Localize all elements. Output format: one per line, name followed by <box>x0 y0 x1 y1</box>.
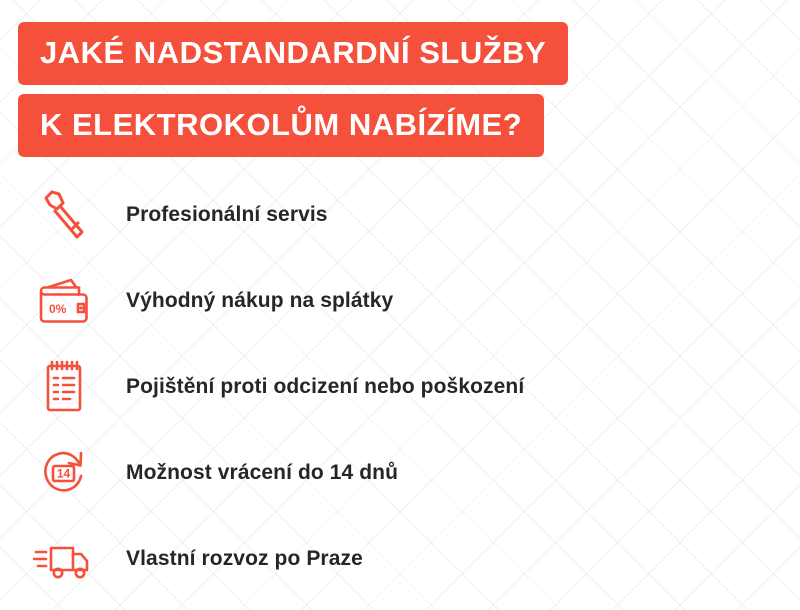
heading-block <box>18 22 782 166</box>
list-item-label: Možnost vrácení do 14 dnů <box>126 461 399 484</box>
list-item-label: Pojištění proti odcizení nebo poškození <box>126 375 525 398</box>
wallet-badge-text: 0% <box>49 302 67 316</box>
heading-line-2: K ELEKTROKOLŮM NABÍZÍME? <box>18 94 544 157</box>
heading-line-1: JAKÉ NADSTANDARDNÍ SLUŽBY <box>18 22 568 85</box>
list-item-label: Výhodný nákup na splátky <box>126 289 394 312</box>
wallet-zero-percent-icon <box>26 270 102 332</box>
heading-line-1-row <box>18 22 782 85</box>
clipboard-document-icon <box>26 356 102 418</box>
return-14-days-icon <box>26 442 102 504</box>
list-item-label: Profesionální servis <box>126 203 328 226</box>
list-item <box>26 344 780 430</box>
list-item <box>26 258 780 344</box>
heading-line-2-row <box>18 94 782 157</box>
wrench-icon <box>26 184 102 246</box>
return-badge-text: 14 <box>56 466 71 481</box>
delivery-truck-icon <box>26 528 102 590</box>
feature-list <box>26 172 780 602</box>
list-item <box>26 430 780 516</box>
list-item-label: Vlastní rozvoz po Praze <box>126 547 363 570</box>
list-item <box>26 172 780 258</box>
list-item <box>26 516 780 602</box>
